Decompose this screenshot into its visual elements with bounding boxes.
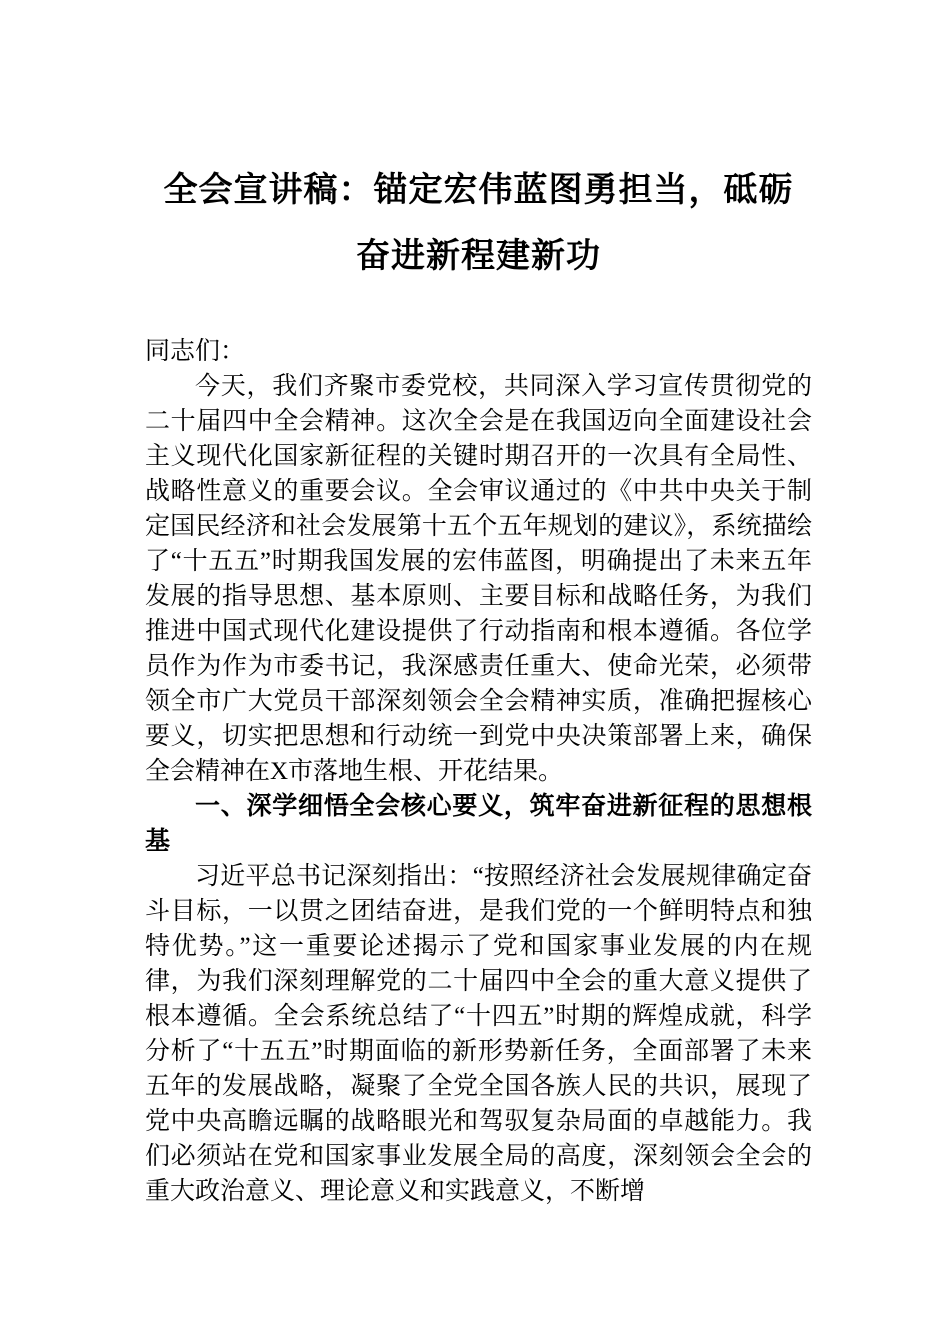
body-paragraph-1: 今天，我们齐聚市委党校，共同深入学习宣传贯彻党的二十届四中全会精神。这次全会是在我国迈向全面建设社会主义现代化国家新征程的关键时期召开的一次具有全局性、战略性意义的重要会议。全会审议通过的《中共中央关于制定国民经济和社会发展第十五个五年规划的建议》，系统描绘了“十五五”时期我国发展的宏伟蓝图，明确提出了未来五年发展的指导思想、基本原则、主要目标和战略任务，为我们推进中国式现代化建设提供了行动指南和根本遵循。各位学员作为作为市委书记，我深感责任重大、使命光荣，必须带领全市广大党员干部深刻领会全会精神实质，准确把握核心要义，切实把思想和行动统一到党中央决策部署上来，确保全会精神在X市落地生根、开花结果。 <box>145 373 812 785</box>
document-title-line-1: 全会宣讲稿：锚定宏伟蓝图勇担当，砥砺 <box>163 172 794 209</box>
document-title-line-2: 奋进新程建新功 <box>356 238 601 275</box>
salutation-paragraph: 同志们： <box>145 338 246 365</box>
section-heading: 一、深学细悟全会核心要义，筑牢奋进新征程的思想根基 <box>145 793 812 855</box>
document-title <box>145 158 812 290</box>
body-paragraph-2: 习近平总书记深刻指出：“按照经济社会发展规律确定奋斗目标，一以贯之团结奋进，是我们党的一个鲜明特点和独特优势。”这一重要论述揭示了党和国家事业发展的内在规律，为我们深刻理解党的二十届四中全会的重大意义提供了根本遵循。全会系统总结了“十四五”时期的辉煌成就，科学分析了“十五五”时期面临的新形势新任务，全面部署了未来五年的发展战略，凝聚了全党全国各族人民的共识，展现了党中央高瞻远瞩的战略眼光和驾驭复杂局面的卓越能力。我们必须站在党和国家事业发展全局的高度，深刻领会全会的重大政治意义、理论意义和实践意义，不断增 <box>145 863 812 1205</box>
